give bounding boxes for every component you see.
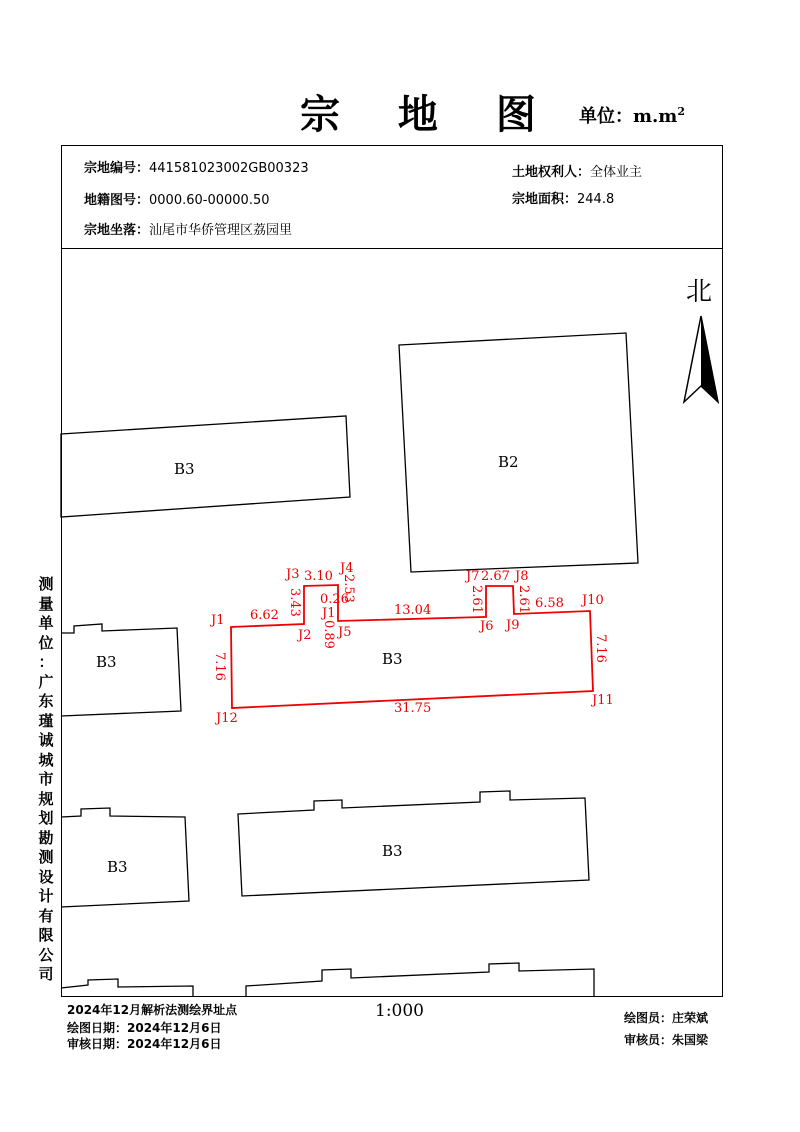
length-j4-j1: 2.53 — [341, 574, 356, 603]
length-j1-j5: 0.26 — [320, 592, 349, 607]
label-b2: B2 — [498, 453, 519, 471]
building-bottom-right-partial — [246, 963, 594, 997]
surveyor-char: 市 — [38, 770, 54, 788]
surveyor-char: 瑾 — [38, 711, 54, 730]
building-bottom-left-partial — [61, 979, 193, 997]
parcel-number-label: 宗地编号： — [84, 161, 150, 176]
length-j5-offset: 0.89 — [321, 620, 336, 649]
length-j5-j6: 13.04 — [394, 603, 432, 618]
point-j10: J10 — [582, 593, 604, 608]
parcel-location-label: 宗地坐落： — [84, 223, 150, 238]
surveyor-char: 诚 — [38, 731, 54, 749]
unit-text: 单位：m.m — [579, 106, 678, 127]
length-j12-j1: 7.16 — [212, 652, 227, 681]
surveyor-char: 测 — [38, 848, 54, 866]
point-j12: J12 — [216, 711, 238, 726]
surveyor-char: 有 — [38, 906, 54, 925]
length-j2-j3: 3.43 — [287, 588, 302, 617]
surveyor-char: 限 — [38, 926, 54, 944]
surveyor-char: 测 — [38, 575, 54, 593]
length-j7-j8: 2.67 — [481, 569, 510, 584]
point-j3: J3 — [286, 567, 300, 582]
map-number-label: 地籍图号： — [84, 193, 150, 208]
length-j8-j9: 2.61 — [516, 585, 531, 614]
surveyor-char: 计 — [38, 887, 54, 905]
survey-method: 2024年12月解析法测绘界址点 — [67, 1003, 238, 1017]
point-j2: J2 — [298, 628, 312, 643]
reviewer: 审核员：朱国梁 — [624, 1033, 709, 1047]
land-owner-value: 全体业主 — [590, 165, 643, 180]
north-label: 北 — [686, 277, 713, 307]
label-b3-top: B3 — [174, 460, 195, 478]
label-b3-main: B3 — [382, 650, 403, 668]
page-title: 宗 地 图 — [300, 91, 558, 138]
surveyor-char: 广 — [38, 672, 54, 691]
unit-sup: 2 — [677, 105, 686, 118]
building-b3-bottom-right — [238, 791, 589, 896]
point-j11: J11 — [592, 693, 614, 708]
building-b3-top — [61, 416, 350, 517]
drawer: 绘图员：庄荣斌 — [624, 1011, 709, 1025]
surveyor-char: 设 — [38, 867, 54, 886]
surveyor-char: 划 — [38, 809, 54, 827]
length-j9-j10: 6.58 — [535, 596, 564, 611]
point-j1b: J1 — [322, 606, 336, 621]
point-j5: J5 — [338, 625, 352, 640]
map-scale: 1:000 — [375, 1001, 424, 1021]
label-b3-left: B3 — [96, 653, 117, 671]
label-b3-bottom-left: B3 — [107, 858, 128, 876]
point-j1: J1 — [211, 613, 225, 628]
length-j11-j12: 31.75 — [394, 701, 432, 716]
surveyor-char: 规 — [38, 789, 54, 808]
point-j7: J7 — [466, 569, 480, 584]
point-j4: J4 — [340, 561, 354, 576]
surveyor-char: 勘 — [38, 828, 54, 847]
parcel-area-value: 244.8 — [577, 192, 615, 207]
length-j10-j11: 7.16 — [593, 634, 608, 663]
surveyor-char: ： — [38, 653, 54, 671]
draw-date: 绘图日期：2024年12月6日 — [67, 1021, 222, 1035]
land-owner-label: 土地权利人： — [512, 165, 591, 180]
parcel-location-value: 汕尾市华侨管理区荔园里 — [149, 223, 293, 238]
surveyor-char: 位 — [38, 633, 54, 652]
length-j1-j2: 6.62 — [250, 608, 279, 623]
point-j6: J6 — [480, 619, 494, 634]
surveyor-char: 量 — [38, 594, 54, 613]
point-j8: J8 — [515, 569, 529, 584]
parcel-number-value: 441581023002GB00323 — [149, 161, 309, 176]
surveyor-char: 东 — [38, 692, 54, 710]
point-j9: J9 — [506, 618, 520, 633]
building-b3-left — [61, 624, 181, 716]
label-b3-bottom-right: B3 — [382, 842, 403, 860]
surveyor-char: 城 — [38, 750, 54, 769]
parcel-area-label: 宗地面积： — [512, 192, 578, 207]
length-j6-j7: 2.61 — [469, 585, 484, 614]
surveyor-char: 公 — [38, 945, 54, 964]
surveyor-char: 司 — [38, 965, 54, 983]
map-number-value: 0000.60-00000.50 — [149, 193, 270, 208]
length-j3-j4: 3.10 — [304, 569, 333, 584]
surveyor-char: 单 — [38, 614, 54, 632]
review-date: 审核日期：2024年12月6日 — [67, 1037, 222, 1051]
